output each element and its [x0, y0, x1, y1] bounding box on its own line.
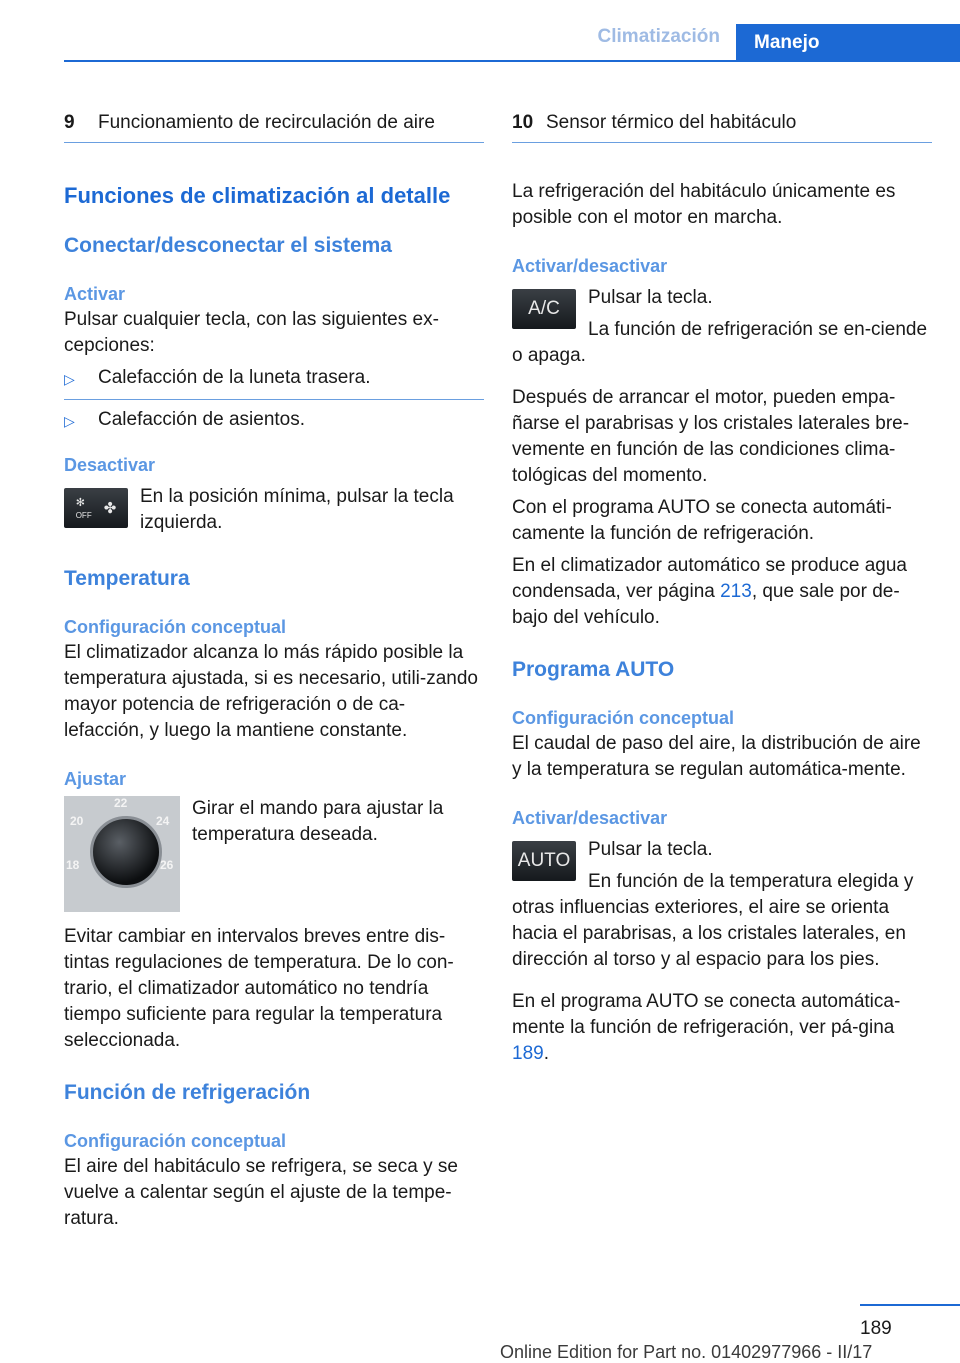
edition-footer: Online Edition for Part no. 01402977966 - II/17 — [500, 1342, 873, 1362]
fan-icon: ✤ — [103, 500, 117, 517]
dial-tick-label: 20 — [70, 814, 84, 828]
auto-button-image — [512, 841, 576, 881]
desactivar-text: En la posición mínima, pulsar la tecla izquierda. — [140, 486, 454, 533]
page-link-213[interactable]: 213 — [720, 581, 752, 602]
temp-concept-text: El climatizador alcanza lo más rápido posible la temperatura ajustada, si es necesario, utili‐zando mayor potencia de refrigeración o de ca‐lefacción, y luego la mantiene constante. — [64, 642, 479, 741]
fan-off-button-image — [64, 488, 128, 528]
legend-item-9 — [64, 108, 484, 138]
bullet-text: Calefacción de la luneta trasera. — [98, 367, 371, 388]
temperature-heading: Temperatura — [64, 567, 190, 590]
subsection-heading: Conectar/desconectar el sistema — [64, 234, 392, 257]
condensation-text-end: , que sale por de‐bajo del vehículo. — [512, 581, 900, 628]
ajustar-heading: Ajustar — [64, 769, 127, 789]
dial-tick-label: 18 — [66, 858, 80, 872]
ac-step-1: Pulsar la tecla. — [588, 287, 713, 308]
legend-text: Funcionamiento de recirculación de aire — [98, 112, 435, 133]
auto-step-2: En función de la temperatura elegida y otras influencias exteriores, el aire se orienta hacia el parabrisas, a los cristales laterales, en dirección al torso y al espacio para los pies. — [512, 871, 914, 970]
despues-text: Después de arrancar el motor, pueden empa‐ñarse el parabrisas y los cristales laterales bre‐vemente en función de las condiciones clima‐tológicas del momento. — [512, 387, 910, 486]
bullet-item — [64, 365, 484, 392]
ac-button-label: A/C — [528, 298, 560, 319]
divider — [512, 142, 932, 143]
auto-step-1: Pulsar la tecla. — [588, 839, 713, 860]
divider — [64, 399, 484, 400]
auto-concept-text: El caudal de paso del aire, la distribución de aire y la temperatura se regulan automática‐mente. — [512, 733, 921, 780]
divider — [64, 142, 484, 143]
auto-program-text-start: En el programa AUTO se conecta automática‐mente la función de refrigeración, ver pá‐gina — [512, 991, 901, 1038]
footer-rule — [860, 1304, 960, 1306]
ac-step-2: La función de refrigeración se en‐ciende o apaga. — [512, 319, 928, 366]
bullet-item — [64, 407, 484, 434]
intro-text: La refrigeración del habitáculo únicamente es posible con el motor en marcha. — [512, 181, 896, 228]
dial-knob-icon — [90, 816, 162, 888]
legend-text: Sensor térmico del habitáculo — [546, 112, 797, 133]
cooling-heading: Función de refrigeración — [64, 1081, 311, 1104]
condensation-text-start: En el climatizador automático se produce agua condensada, ver página — [512, 555, 908, 602]
auto-program-text-end: . — [543, 1043, 549, 1064]
dial-tick-label: 26 — [160, 858, 174, 872]
temp-concept-heading: Configuración conceptual — [64, 617, 287, 637]
ac-toggle-heading: Activar/desactivar — [512, 256, 668, 276]
activar-text: Pulsar cualquier tecla, con las siguientes ex‐cepciones: — [64, 309, 439, 356]
evitar-text: Evitar cambiar en intervalos breves entre dis‐tintas regulaciones de temperatura. De lo con‐trario, el climatizador automático no tendría tiempo suficiente para regular la temperatura seleccionada. — [64, 926, 454, 1051]
auto-program-text — [512, 989, 932, 1067]
cooling-concept-heading: Configuración conceptual — [64, 1131, 287, 1151]
section-heading: Funciones de climatización al detalle — [64, 183, 451, 208]
triangle-bullet-icon: ▷ — [64, 413, 75, 429]
legend-number: 10 — [512, 112, 534, 133]
auto-concept-heading: Configuración conceptual — [512, 708, 735, 728]
condensation-text — [512, 553, 932, 631]
page-number: 189 — [860, 1318, 892, 1339]
auto-button-label: AUTO — [517, 850, 571, 871]
dial-tick-label: 22 — [114, 796, 128, 810]
header-section-title: Climatización — [597, 26, 720, 47]
auto-cooling-text: Con el programa AUTO se conecta automáti‐camente la función de refrigeración. — [512, 497, 892, 544]
fan-off-icon: ✻ OFF — [75, 496, 92, 520]
cooling-concept-text: El aire del habitáculo se refrigera, se seca y se vuelve a calentar según el ajuste de la tempe‐ratura. — [64, 1156, 458, 1229]
legend-item-10 — [512, 108, 932, 138]
activar-heading: Activar — [64, 284, 126, 304]
legend-number: 9 — [64, 112, 75, 133]
bullet-text: Calefacción de asientos. — [98, 409, 306, 430]
header-chapter-tab[interactable]: Manejo — [736, 24, 960, 61]
ajustar-text: Girar el mando para ajustar la temperatura deseada. — [192, 798, 444, 845]
left-column — [64, 108, 484, 1232]
auto-toggle-heading: Activar/desactivar — [512, 808, 668, 828]
header-rule — [64, 60, 960, 62]
triangle-bullet-icon: ▷ — [64, 371, 75, 387]
ac-button-image — [512, 289, 576, 329]
desactivar-heading: Desactivar — [64, 455, 156, 475]
dial-tick-label: 24 — [156, 814, 170, 828]
right-column — [512, 108, 932, 1067]
auto-program-heading: Programa AUTO — [512, 658, 675, 681]
page-link-189[interactable]: 189 — [512, 1043, 544, 1064]
temperature-dial-image — [64, 796, 180, 912]
